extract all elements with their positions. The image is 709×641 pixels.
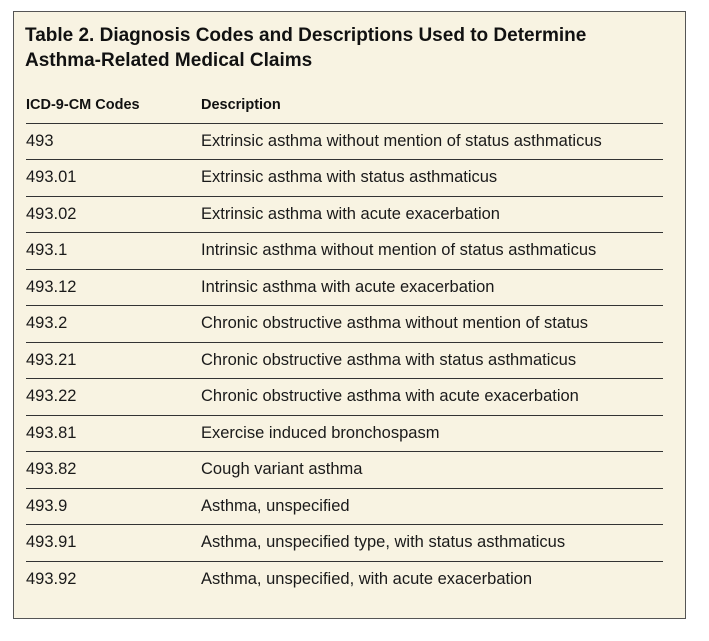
description-cell: Intrinsic asthma without mention of status asthmaticus — [201, 233, 663, 270]
code-cell: 493 — [26, 123, 201, 160]
code-cell: 493.01 — [26, 160, 201, 197]
code-cell: 493.22 — [26, 379, 201, 416]
column-header-description: Description — [201, 96, 281, 113]
table-row — [26, 415, 663, 452]
table-row — [26, 488, 663, 525]
description-cell: Chronic obstructive asthma without mention of status — [201, 306, 663, 343]
header-row — [26, 91, 663, 123]
table-row — [26, 379, 663, 416]
table-row — [26, 306, 663, 343]
description-cell: Asthma, unspecified, with acute exacerbation — [201, 561, 663, 598]
description-cell: Asthma, unspecified — [201, 488, 663, 525]
description-cell: Extrinsic asthma with acute exacerbation — [201, 196, 663, 233]
table-row — [26, 525, 663, 562]
description-cell: Cough variant asthma — [201, 452, 663, 489]
table-row — [26, 233, 663, 270]
description-cell: Asthma, unspecified type, with status asthmaticus — [201, 525, 663, 562]
description-cell: Chronic obstructive asthma with status asthmaticus — [201, 342, 663, 379]
code-cell: 493.91 — [26, 525, 201, 562]
table-row — [26, 342, 663, 379]
table-row — [26, 160, 663, 197]
table-row — [26, 452, 663, 489]
code-cell: 493.21 — [26, 342, 201, 379]
description-cell: Exercise induced bronchospasm — [201, 415, 663, 452]
column-header-codes: ICD-9-CM Codes — [26, 96, 140, 113]
description-cell: Extrinsic asthma with status asthmaticus — [201, 160, 663, 197]
table-row — [26, 123, 663, 160]
code-cell: 493.82 — [26, 452, 201, 489]
code-cell: 493.1 — [26, 233, 201, 270]
code-cell: 493.02 — [26, 196, 201, 233]
table-container — [26, 91, 663, 598]
code-cell: 493.12 — [26, 269, 201, 306]
description-cell: Extrinsic asthma without mention of status asthmaticus — [201, 123, 663, 160]
table-row — [26, 196, 663, 233]
description-cell: Intrinsic asthma with acute exacerbation — [201, 269, 663, 306]
table-row — [26, 269, 663, 306]
code-cell: 493.92 — [26, 561, 201, 598]
diagnosis-codes-table — [26, 91, 663, 598]
table-row — [26, 561, 663, 598]
code-cell: 493.9 — [26, 488, 201, 525]
code-cell: 493.2 — [26, 306, 201, 343]
code-cell: 493.81 — [26, 415, 201, 452]
description-cell: Chronic obstructive asthma with acute exacerbation — [201, 379, 663, 416]
table-title: Table 2. Diagnosis Codes and Descriptions Used to Determine Asthma-Related Medical Claims — [25, 25, 587, 71]
